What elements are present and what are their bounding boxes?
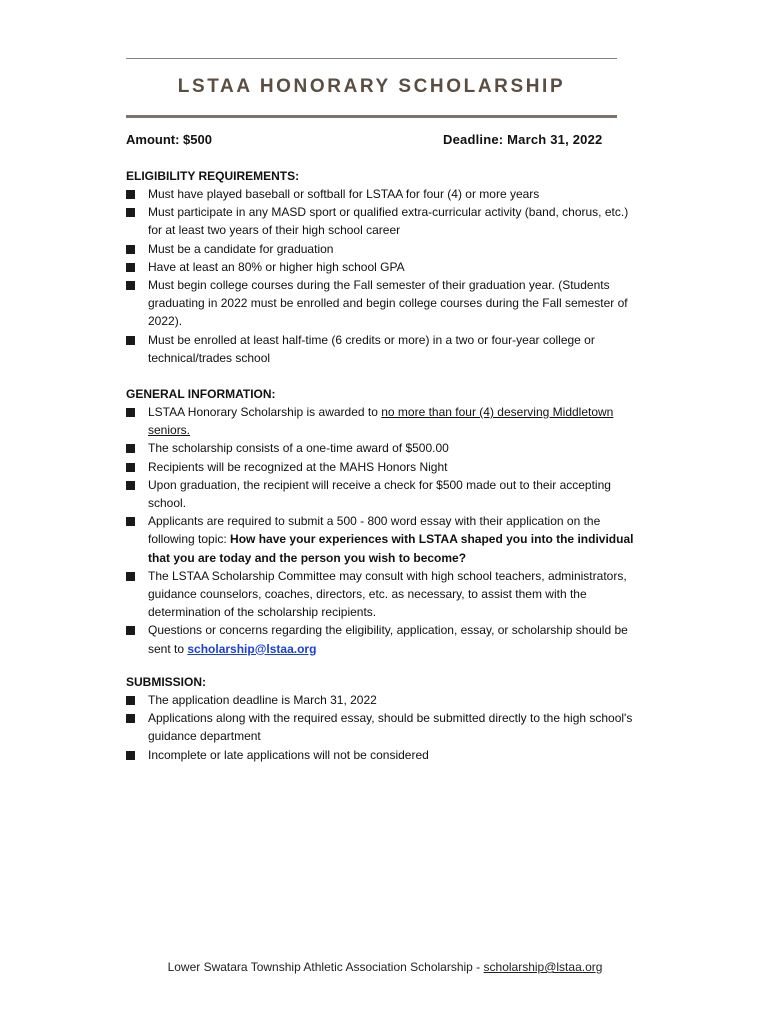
square-bullet-icon [126, 190, 135, 199]
list-item: Must have played baseball or softball for LSTAA for four (4) or more years [126, 185, 644, 203]
underlined-text: no more than four (4) deserving Middletown seniors. [148, 405, 614, 438]
square-bullet-icon [126, 281, 135, 290]
contact-email-link[interactable]: scholarship@lstaa.org [187, 641, 317, 656]
page-footer [0, 960, 770, 974]
square-bullet-icon [126, 208, 135, 217]
general-heading: GENERAL INFORMATION: [126, 387, 276, 401]
square-bullet-icon [126, 463, 135, 472]
essay-topic: How have your experiences with LSTAA shaped you into the individual that you are today and the person you wish to become? [148, 532, 634, 565]
square-bullet-icon [126, 714, 135, 723]
list-item: Applicants are required to submit a 500 - 800 word essay with their application on the following topic: How have your experiences with LSTAA shaped you into the individual that you are today and the person you wish to become? [126, 512, 644, 567]
list-item: Applications along with the required essay, should be submitted directly to the high school's guidance department [126, 709, 644, 745]
eligibility-section [126, 167, 646, 367]
square-bullet-icon [126, 481, 135, 490]
submission-section [126, 673, 646, 764]
list-item: Have at least an 80% or higher high school GPA [126, 258, 644, 276]
page-title: LSTAA HONORARY SCHOLARSHIP [177, 76, 566, 97]
submission-list [126, 691, 646, 764]
submission-heading: SUBMISSION: [126, 675, 207, 689]
eligibility-list [126, 185, 646, 367]
square-bullet-icon [126, 336, 135, 345]
list-item: Incomplete or late applications will not be considered [126, 746, 644, 764]
list-item: Questions or concerns regarding the eligibility, application, essay, or scholarship should be sent to scholarship@lstaa.org [126, 621, 644, 657]
general-list [126, 403, 646, 658]
deadline-label: Deadline: March 31, 2022 [443, 132, 603, 147]
list-item: Recipients will be recognized at the MAHS Honors Night [126, 458, 644, 476]
list-item: The LSTAA Scholarship Committee may consult with high school teachers, administrators, guidance counselors, coaches, directors, etc. as necessary, to assist them with the determination of the scholarship recipients. [126, 567, 644, 622]
square-bullet-icon [126, 408, 135, 417]
amount-label: Amount: $500 [126, 132, 212, 147]
title-bottom-rule [126, 115, 617, 118]
square-bullet-icon [126, 751, 135, 760]
square-bullet-icon [126, 245, 135, 254]
eligibility-heading: ELIGIBILITY REQUIREMENTS: [126, 169, 300, 183]
list-item: Must be a candidate for graduation [126, 240, 644, 258]
list-item: Must participate in any MASD sport or qualified extra-curricular activity (band, chorus, etc.) for at least two years of their high school career [126, 203, 644, 239]
square-bullet-icon [126, 626, 135, 635]
list-item: Upon graduation, the recipient will receive a check for $500 made out to their accepting school. [126, 476, 644, 512]
list-item: Must begin college courses during the Fall semester of their graduation year. (Students graduating in 2022 must be enrolled and begin college courses during the Fall semester of 2022). [126, 276, 644, 331]
general-info-section [126, 385, 646, 658]
footer-text: Lower Swatara Township Athletic Association Scholarship - [167, 960, 484, 974]
list-item: The application deadline is March 31, 2022 [126, 691, 644, 709]
square-bullet-icon [126, 517, 135, 526]
square-bullet-icon [126, 572, 135, 581]
list-item: Must be enrolled at least half-time (6 credits or more) in a two or four-year college or technical/trades school [126, 331, 644, 367]
square-bullet-icon [126, 696, 135, 705]
square-bullet-icon [126, 263, 135, 272]
list-item: The scholarship consists of a one-time award of $500.00 [126, 439, 644, 457]
square-bullet-icon [126, 444, 135, 453]
title-top-rule [126, 58, 617, 59]
footer-email-link[interactable]: scholarship@lstaa.org [483, 960, 603, 974]
list-item: LSTAA Honorary Scholarship is awarded to no more than four (4) deserving Middletown seniors. [126, 403, 644, 439]
